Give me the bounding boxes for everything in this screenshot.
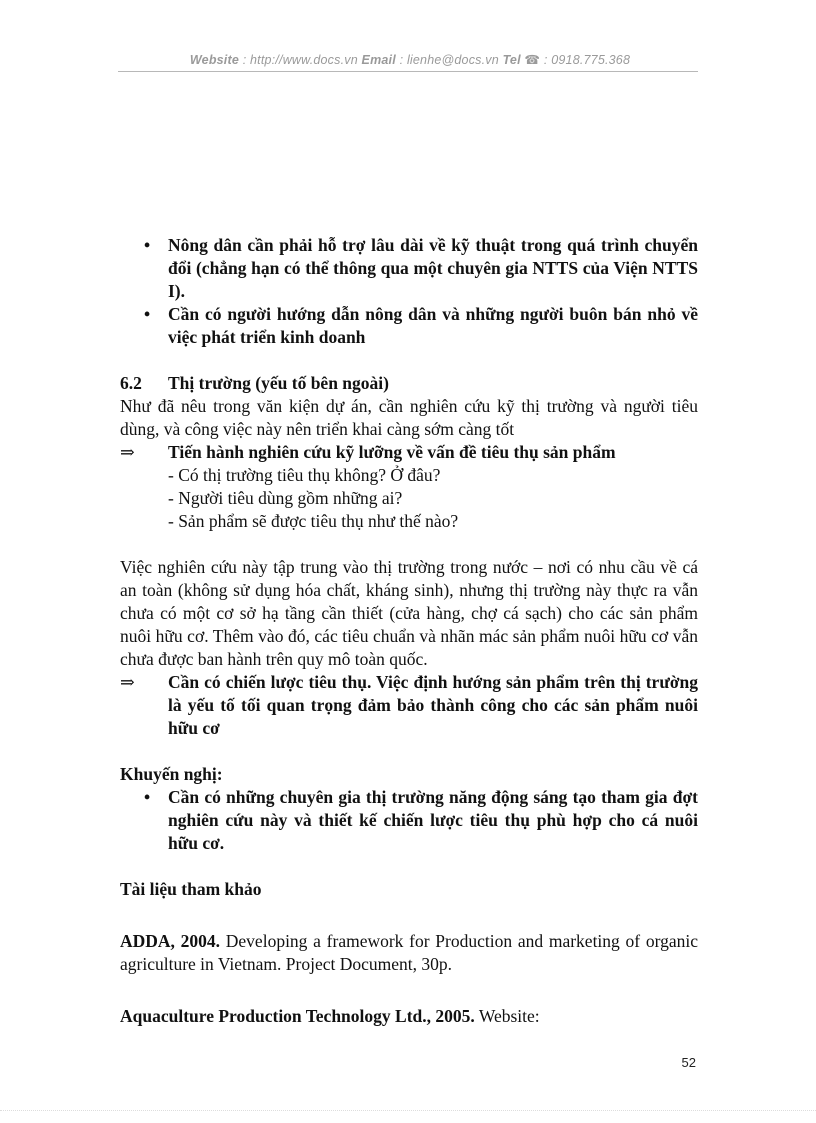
- bullet-text: Nông dân cần phải hỗ trợ lâu dài về kỹ thuật trong quá trình chuyển đổi (chẳng hạn có thể thông qua một chuyên gia NTTS của Viện NTTS I).: [168, 235, 698, 301]
- section-number: 6.2: [120, 373, 142, 393]
- website-label: Website: [189, 53, 239, 67]
- reference-entry: [120, 930, 698, 976]
- arrow-point-text: Cần có chiến lược tiêu thụ. Việc định hướng sản phẩm trên thị trường là yếu tố tối quan trọng đảm bảo thành công cho các sản phẩm nuôi hữu cơ: [168, 672, 698, 738]
- email-label: Email: [361, 53, 396, 67]
- page-header: [120, 52, 700, 67]
- spacer: [120, 976, 698, 999]
- reference-author: ADDA, 2004.: [120, 931, 221, 951]
- spacer: [120, 855, 698, 878]
- list-item: [120, 234, 698, 303]
- list-item: [120, 786, 698, 855]
- question-item: - Người tiêu dùng gồm những ai?: [168, 488, 403, 508]
- section-heading: [120, 372, 698, 395]
- email-value[interactable]: : lienhe@docs.vn: [399, 53, 499, 67]
- bullet-text: Cần có những chuyên gia thị trường năng động sáng tạo tham gia đợt nghiên cứu này và thiết kế chiến lược tiêu thụ phù hợp cho cá nuôi hữu cơ.: [168, 787, 698, 853]
- page-content: [120, 234, 698, 1028]
- bullet-text: Cần có người hướng dẫn nông dân và những người buôn bán nhỏ về việc phát triển kinh doanh: [168, 304, 698, 347]
- tel-label: Tel ☎: [502, 53, 541, 67]
- references-heading: Tài liệu tham khảo: [120, 879, 262, 899]
- footer-divider: [0, 1110, 816, 1111]
- spacer: [120, 901, 698, 924]
- arrow-point-1: [120, 441, 698, 464]
- arrow-point-2: [120, 671, 698, 740]
- reference-text: Website:: [474, 1006, 540, 1026]
- reference-text: Developing a framework for Production and marketing of organic agriculture in Vietnam. Project Document, 30p.: [120, 931, 698, 974]
- market-paragraph: Việc nghiên cứu này tập trung vào thị trường trong nước – nơi có nhu cầu về cá an toàn (không sử dụng hóa chất, kháng sinh), nhưng thị trường này thực ra vẫn chưa có một cơ sở hạ tầng cần thiết (cửa hàng, chợ cá sạch) cho các sản phẩm nuôi hữu cơ. Thêm vào đó, các tiêu chuẩn và nhãn mác sản phẩm nuôi hữu cơ vẫn chưa được ban hành trên quy mô toàn quốc.: [120, 557, 698, 669]
- question-item: - Sản phẩm sẽ được tiêu thụ như thế nào?: [168, 511, 459, 531]
- intro-paragraph: Như đã nêu trong văn kiện dự án, cần nghiên cứu kỹ thị trường và người tiêu dùng, và công việc này nên triển khai càng sớm càng tốt: [120, 396, 698, 439]
- top-bullet-list: [120, 234, 698, 349]
- tel-value: : 0918.775.368: [543, 53, 631, 67]
- section-title: Thị trường (yếu tố bên ngoài): [168, 373, 389, 393]
- spacer: [120, 740, 698, 763]
- page-number: 52: [681, 1055, 696, 1070]
- bullet-icon: •: [144, 235, 151, 255]
- arrow-icon: ⇒: [120, 442, 135, 462]
- reference-entry: [120, 1005, 698, 1028]
- recommend-heading: Khuyến nghị:: [120, 764, 223, 784]
- recommend-list: [120, 786, 698, 855]
- website-value[interactable]: : http://www.docs.vn: [242, 53, 358, 67]
- list-item: [120, 303, 698, 349]
- bullet-icon: •: [144, 304, 151, 324]
- spacer: [120, 533, 698, 556]
- bullet-icon: •: [144, 787, 151, 807]
- header-divider: [118, 71, 698, 72]
- arrow-icon: ⇒: [120, 672, 135, 692]
- reference-author: Aquaculture Production Technology Ltd., 2005.: [120, 1006, 475, 1026]
- question-item: - Có thị trường tiêu thụ không? Ở đâu?: [168, 465, 441, 485]
- arrow-point-text: Tiến hành nghiên cứu kỹ lưỡng về vấn đề tiêu thụ sản phẩm: [168, 442, 616, 462]
